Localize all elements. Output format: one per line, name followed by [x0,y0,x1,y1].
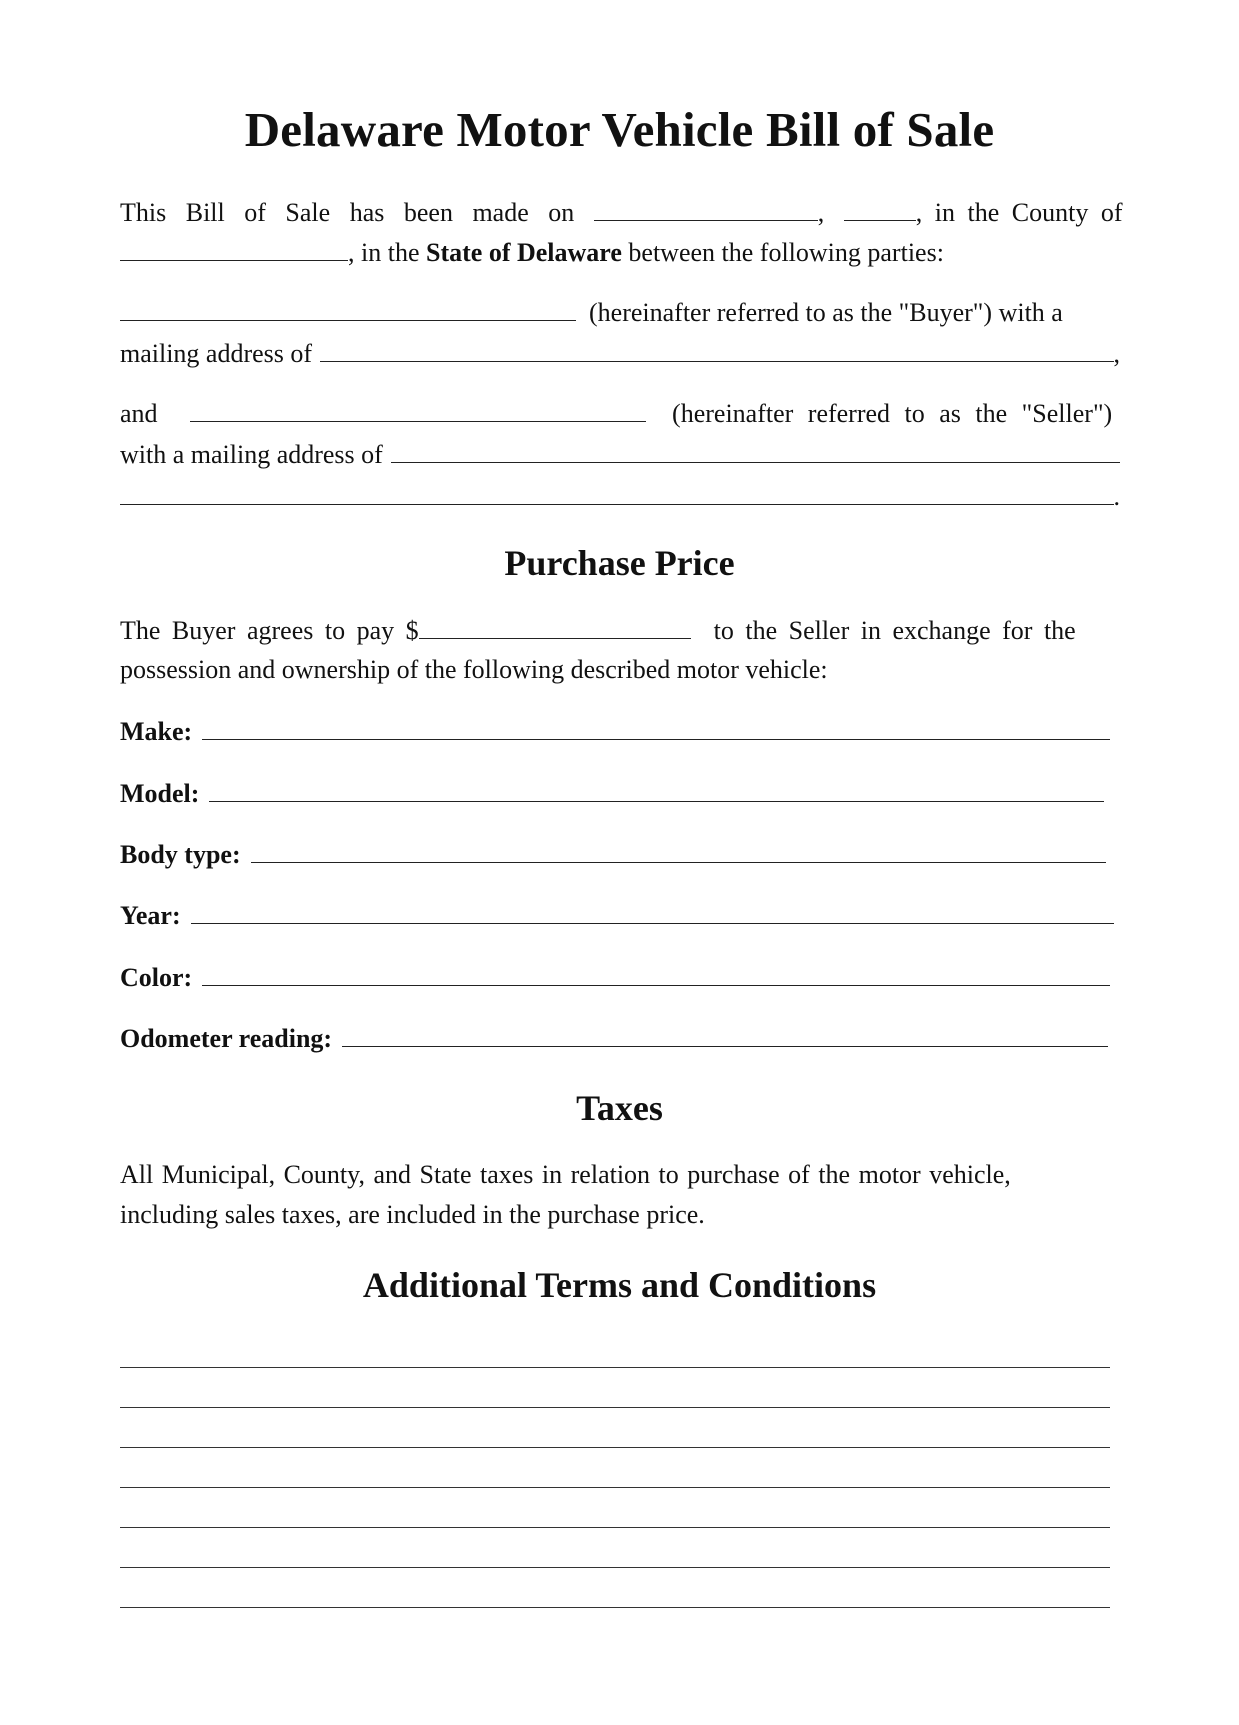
document-title: Delaware Motor Vehicle Bill of Sale [244,102,995,157]
vehicle-year-field[interactable] [191,899,1114,924]
odometer-row [120,1022,1108,1056]
intro-tail-text: , in the County of [915,198,1123,227]
county-field[interactable] [120,236,348,261]
terms-line[interactable] [120,1567,1110,1568]
intro-text: made [472,198,529,227]
body-type-label: Body type: [120,840,241,869]
seller-address-row [120,438,1120,472]
intro-text: on [548,198,575,227]
intro-line-1 [120,196,1123,230]
purchase-price-heading: Purchase Price [504,543,735,583]
buyer-mailing-label: mailing address of [120,339,313,368]
date-field[interactable] [594,196,818,221]
color-label: Color: [120,963,193,992]
intro-text: has [349,198,385,227]
price-field[interactable] [419,614,691,639]
model-field[interactable] [209,777,1104,802]
terms-line[interactable] [120,1527,1110,1528]
terms-line[interactable] [120,1407,1110,1408]
year-row [120,899,1114,933]
seller-name-field[interactable] [190,397,646,422]
color-row [120,961,1110,995]
additional-terms-heading: Additional Terms and Conditions [362,1265,877,1305]
seller-address-row-2 [120,480,1120,514]
make-label: Make: [120,717,193,746]
buyer-ref-text: (hereinafter referred to as the "Buyer") with a [589,298,1063,327]
terms-line[interactable] [120,1367,1110,1368]
make-row [120,715,1110,749]
taxes-heading: Taxes [576,1088,663,1128]
taxes-line-1: All Municipal, County, and State taxes in relation to purchase of the motor vehicle, [120,1160,1011,1189]
make-field[interactable] [202,715,1110,740]
comma: , [817,198,825,227]
seller-mailing-label: with a mailing address of [120,440,383,469]
seller-line-1 [120,397,1120,431]
and-text: and [120,399,158,428]
color-field[interactable] [202,961,1110,986]
terms-line[interactable] [120,1487,1110,1488]
intro-text: Bill [185,198,225,227]
intro-text: This [120,198,167,227]
body-type-field[interactable] [251,838,1106,863]
intro-text: between the following parties: [628,238,944,267]
seller-ref-text: (hereinafter referred to as the "Seller") [672,399,1113,428]
model-label: Model: [120,779,200,808]
intro-line-2 [120,236,1120,270]
period: . [1113,482,1120,511]
odometer-field[interactable] [342,1022,1108,1047]
odometer-label: Odometer reading: [120,1024,333,1053]
intro-text: of [244,198,266,227]
body-type-row [120,838,1106,872]
purchase-price-line-2: possession and ownership of the following described motor vehicle: [120,655,828,684]
intro-text: , in the [348,238,420,267]
model-row [120,777,1104,811]
terms-line[interactable] [120,1447,1110,1448]
purchase-text: The Buyer agrees to pay $ [120,616,419,645]
buyer-name-field[interactable] [120,296,576,321]
terms-line[interactable] [120,1607,1110,1608]
year-label: Year: [120,901,181,930]
seller-address-field[interactable] [391,438,1120,463]
taxes-line-2: including sales taxes, are included in the purchase price. [120,1200,705,1229]
seller-address-field-2[interactable] [120,480,1114,505]
intro-text: Sale [285,198,331,227]
purchase-text: to the Seller in exchange for the [713,616,1076,645]
buyer-address-field[interactable] [320,337,1113,362]
intro-text: been [403,198,453,227]
year-field[interactable] [844,196,916,221]
comma: , [1113,339,1120,368]
state-name: State of Delaware [426,238,622,267]
buyer-line-1 [120,296,1120,330]
purchase-price-line-1 [120,614,1120,648]
buyer-address-row [120,337,1120,371]
